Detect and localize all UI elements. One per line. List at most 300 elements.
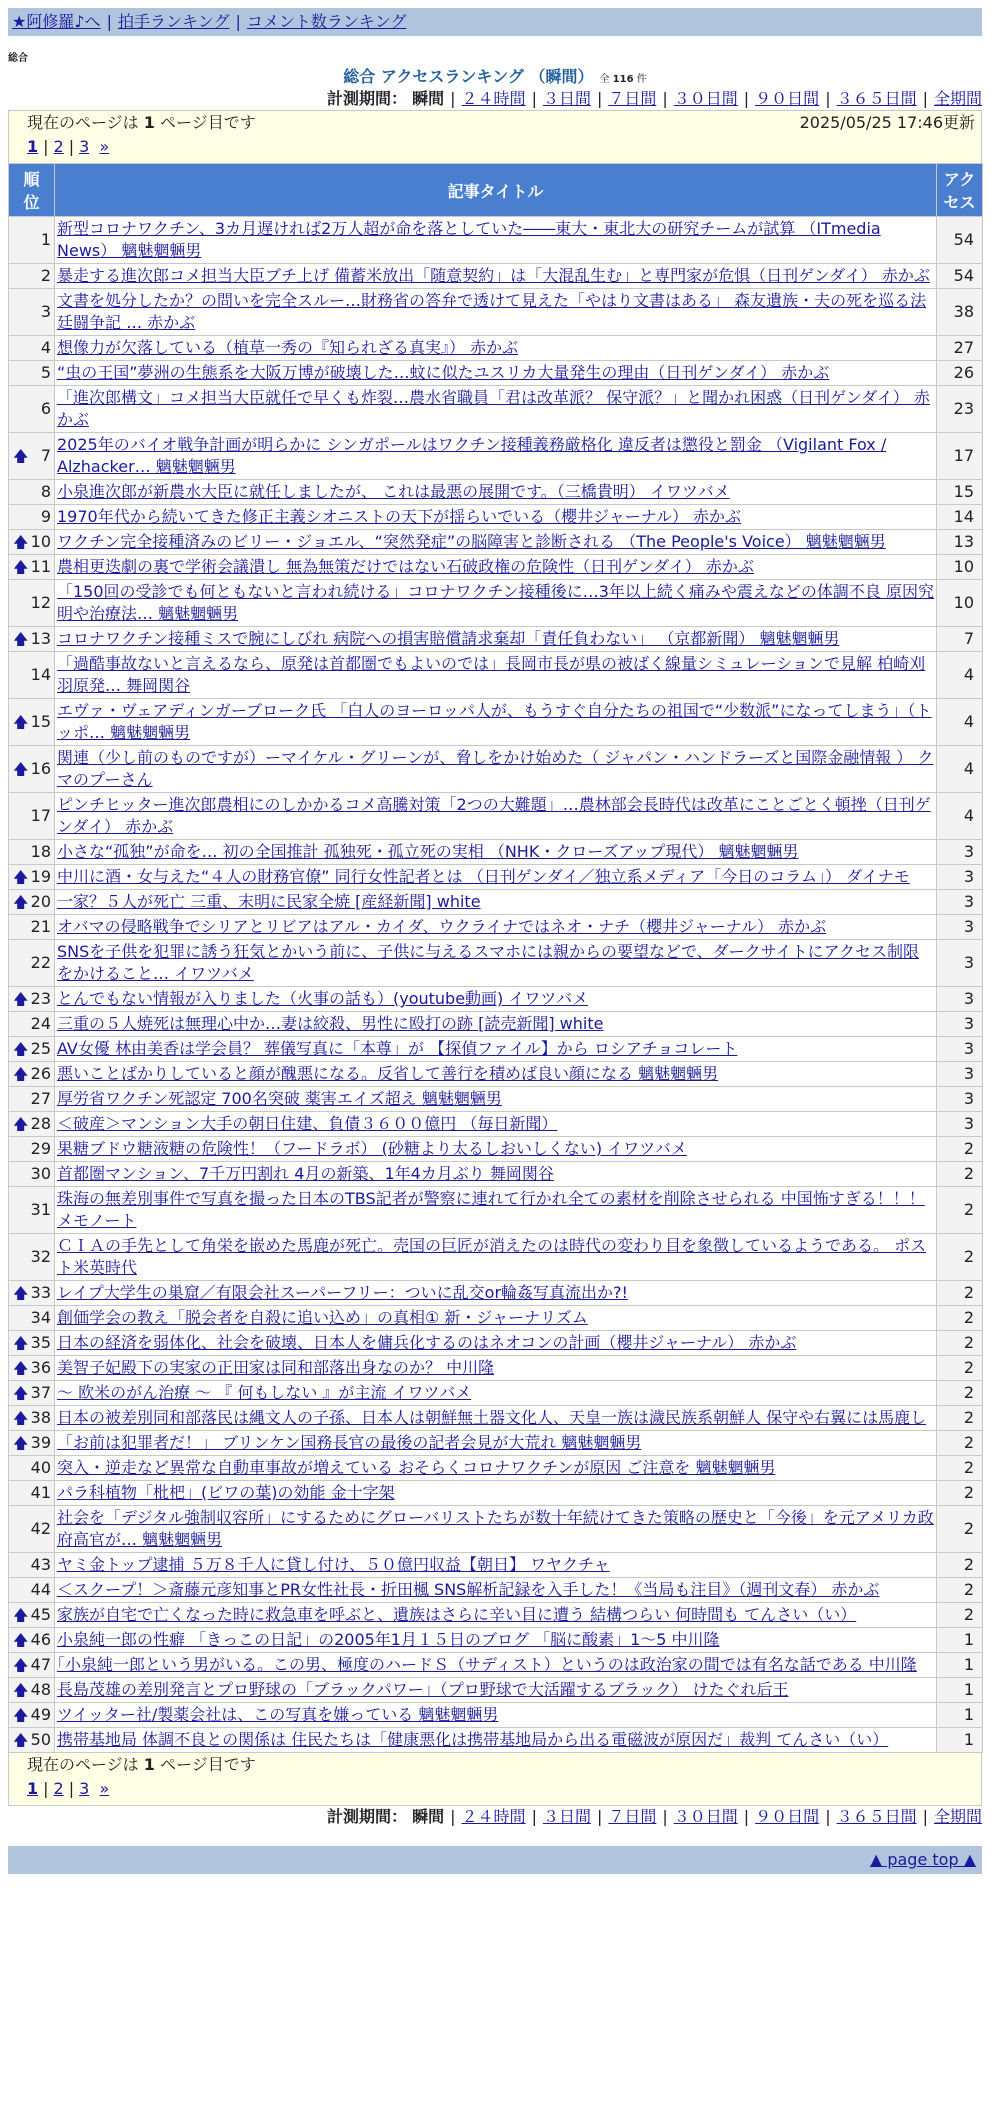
table-row <box>9 987 983 1012</box>
rank-cell <box>9 530 55 555</box>
title-cell <box>55 1187 937 1234</box>
title-cell <box>55 433 937 480</box>
article-title-link[interactable]: 創価学会の教え「脱会者を自殺に追い込め」の真相① 新・ジャーナリズム <box>57 1308 588 1327</box>
title-cell <box>55 627 937 652</box>
article-title-link[interactable]: 珠海の無差別事件で写真を撮った日本のTBS記者が警察に連れて行かれ全ての素材を削除させられる 中国怖すぎる！！！メモノート <box>57 1189 925 1230</box>
rank-cell <box>9 793 55 840</box>
page-top-link[interactable]: ▲ page top ▲ <box>869 1850 976 1869</box>
header-rank: 順位 <box>9 164 55 217</box>
access-count: 4 <box>937 699 983 746</box>
rank-cell <box>9 555 55 580</box>
rank-cell <box>9 1628 55 1653</box>
title-cell <box>55 386 937 433</box>
article-title-link[interactable]: 三重の５人焼死は無理心中か…妻は絞殺、男性に殴打の跡 [読売新聞] white <box>57 1014 604 1033</box>
access-count: 2 <box>937 1406 983 1431</box>
pager-current-page[interactable]: 1 <box>27 137 39 156</box>
pager-page-2[interactable]: 2 <box>53 137 64 156</box>
table-row <box>9 1578 983 1603</box>
rank-cell <box>9 1137 55 1162</box>
rank-up-arrow-icon: 🡅 <box>13 893 29 911</box>
rank-number: 10 <box>30 532 51 551</box>
rank-number: 17 <box>30 806 51 825</box>
pager-current-page[interactable]: 1 <box>27 1779 39 1798</box>
rank-number: 15 <box>30 712 51 731</box>
rank-cell <box>9 1281 55 1306</box>
access-count: 3 <box>937 1087 983 1112</box>
access-count: 1 <box>937 1653 983 1678</box>
table-row <box>9 1187 983 1234</box>
title-cell <box>55 1306 937 1331</box>
title-cell <box>55 840 937 865</box>
rank-up-arrow-icon: 🡅 <box>13 760 29 778</box>
access-count: 4 <box>937 652 983 699</box>
rank-cell <box>9 1728 55 1753</box>
article-title-link[interactable]: AV女優 林由美香は学会員？ 葬儀写真に「本尊」が 【探偵ファイル】から ロシアチョコレート <box>57 1039 738 1058</box>
ranking-table <box>8 163 983 1753</box>
rank-number: 5 <box>40 363 51 382</box>
rank-number: 26 <box>30 1064 51 1083</box>
page-info-box <box>8 110 982 163</box>
article-title-link[interactable]: 日本の経済を弱体化、社会を破壊、日本人を傭兵化するのはネオコンの計画（櫻井ジャーナル） 赤かぶ <box>57 1333 797 1352</box>
rank-up-arrow-icon: 🡅 <box>13 1409 29 1427</box>
article-title-link[interactable]: 長島茂雄の差別発言とプロ野球の「ブラックパワー」（プロ野球で大活躍するブラック） けたぐれ后王 <box>57 1680 789 1699</box>
article-title-link[interactable]: 一家？５人が死亡 三重、末明に民家全焼 [産経新聞] white <box>57 892 481 911</box>
pager-page-3[interactable]: 3 <box>79 1779 90 1798</box>
article-title-link[interactable]: 「150回の受診でも何ともないと言われ続ける」コロナワクチン接種後に…3年以上続く痛みや震えなどの体調不良 原因究明や治療法… 魑魅魍魎男 <box>57 582 935 623</box>
title-cell <box>55 793 937 840</box>
table-row <box>9 386 983 433</box>
article-title-link[interactable]: 想像力が欠落している（植草一秀の『知られざる真実』） 赤かぶ <box>57 338 519 357</box>
table-row <box>9 940 983 987</box>
rank-cell <box>9 1406 55 1431</box>
article-title-link[interactable]: 中川に酒・女与えた“４人の財務官僚” 同行女性記者とは （日刊ゲンダイ／独立系メディア「今日のコラム」） ダイナモ <box>57 867 910 886</box>
article-title-link[interactable]: 1970年代から続いてきた修正主義シオニストの天下が揺らいでいる（櫻井ジャーナル） 赤かぶ <box>57 507 742 526</box>
table-row <box>9 336 983 361</box>
table-row <box>9 530 983 555</box>
rank-cell <box>9 264 55 289</box>
pager-next[interactable]: » <box>99 137 110 156</box>
access-count: 14 <box>937 505 983 530</box>
rank-up-arrow-icon: 🡅 <box>13 1334 29 1352</box>
article-title-link[interactable]: 果糖ブドウ糖液糖の危険性！（フードラボ） (砂糖より太るしおいしくない) イワツバメ <box>57 1139 687 1158</box>
article-title-link[interactable]: 悪いことばかりしていると顔が醜悪になる。反省して善行を積めば良い顔になる 魑魅魍魎男 <box>57 1064 719 1083</box>
title-cell <box>55 1331 937 1356</box>
access-count: 3 <box>937 987 983 1012</box>
article-title-link[interactable]: ＜破産＞マンション大手の朝日住建、負債３６００億円 （毎日新聞） <box>57 1114 558 1133</box>
table-row <box>9 1628 983 1653</box>
period-link-all[interactable]: 全期間 <box>933 89 982 108</box>
article-title-link[interactable]: 社会を「デジタル強制収容所」にするためにグローバリストたちが数十年続けてきた策略の歴史と「今後」を元アメリカ政府高官が… 魑魅魍魎男 <box>57 1508 934 1549</box>
title-cell <box>55 1553 937 1578</box>
title-cell <box>55 1481 937 1506</box>
rank-number: 8 <box>40 482 51 501</box>
table-row <box>9 746 983 793</box>
rank-number: 29 <box>30 1139 51 1158</box>
access-count: 1 <box>937 1728 983 1753</box>
rank-number: 13 <box>30 629 51 648</box>
rank-number: 35 <box>30 1333 51 1352</box>
pager-bottom: 1 | 2 | 3 » <box>27 1779 110 1798</box>
rank-number: 48 <box>30 1680 51 1699</box>
pager-top: 1 | 2 | 3 » <box>27 137 110 156</box>
title-cell <box>55 1381 937 1406</box>
nav-link-asyura[interactable]: ★阿修羅♪へ <box>12 12 101 31</box>
rank-up-arrow-icon: 🡅 <box>13 533 29 551</box>
rank-cell <box>9 361 55 386</box>
access-count: 23 <box>937 386 983 433</box>
access-count: 2 <box>937 1456 983 1481</box>
rank-number: 7 <box>40 446 51 465</box>
title-cell <box>55 580 937 627</box>
rank-number: 18 <box>30 842 51 861</box>
rank-cell <box>9 1306 55 1331</box>
table-row <box>9 217 983 264</box>
article-title-link[interactable]: ワクチン完全接種済みのビリー・ジョエル、“突然発症”の脳障害と診断される （The People's Voice） 魑魅魍魎男 <box>57 532 886 551</box>
access-count: 2 <box>937 1137 983 1162</box>
title-cell <box>55 1678 937 1703</box>
period-link-24h[interactable]: ２４時間 <box>461 1807 526 1826</box>
rank-number: 28 <box>30 1114 51 1133</box>
article-title-link[interactable]: 「お前は犯罪者だ！」 ブリンケン国務長官の最後の記者会見が大荒れ 魑魅魍魎男 <box>57 1433 642 1452</box>
period-link-365d[interactable]: ３６５日間 <box>836 89 917 108</box>
rank-number: 23 <box>30 989 51 1008</box>
access-count: 3 <box>937 840 983 865</box>
rank-number: 43 <box>30 1555 51 1574</box>
period-link-30d[interactable]: ３０日間 <box>673 89 738 108</box>
rank-number: 37 <box>30 1383 51 1402</box>
rank-cell <box>9 1112 55 1137</box>
table-row <box>9 1456 983 1481</box>
access-count: 26 <box>937 361 983 386</box>
title-cell <box>55 555 937 580</box>
table-row <box>9 1012 983 1037</box>
rank-cell <box>9 940 55 987</box>
period-link-90d[interactable]: ９０日間 <box>755 89 820 108</box>
table-row <box>9 1234 983 1281</box>
rank-cell <box>9 433 55 480</box>
rank-up-arrow-icon: 🡅 <box>13 558 29 576</box>
title-cell <box>55 1431 937 1456</box>
table-row <box>9 264 983 289</box>
access-count: 54 <box>937 217 983 264</box>
period-current: 瞬間 <box>412 89 445 108</box>
title-cell <box>55 1037 937 1062</box>
access-count: 38 <box>937 289 983 336</box>
nav-link-comment-ranking[interactable]: コメント数ランキング <box>246 12 407 31</box>
period-link-365d[interactable]: ３６５日間 <box>836 1807 917 1826</box>
article-title-link[interactable]: ＣＩＡの手先として角栄を嵌めた馬鹿が死亡。売国の巨匠が消えたのは時代の変わり目を象徴しているようである。 ポスト米英時代 <box>57 1236 927 1277</box>
article-title-link[interactable]: 携帯基地局 体調不良との関係は 住民たちは「健康悪化は携帯基地局から出る電磁波が原因だ」裁判 てんさい（い） <box>57 1730 889 1749</box>
rank-cell <box>9 1331 55 1356</box>
article-title-link[interactable]: 2025年のバイオ戦争計画が明らかに シンガポールはワクチン接種義務厳格化 違反者は懲役と罰金 （Vigilant Fox / Alzhacker… 魑魅魍魎男 <box>57 435 887 476</box>
rank-number: 14 <box>30 665 51 684</box>
rank-cell <box>9 1456 55 1481</box>
rank-cell <box>9 915 55 940</box>
rank-cell <box>9 840 55 865</box>
rank-number: 16 <box>30 759 51 778</box>
period-link-30d[interactable]: ３０日間 <box>673 1807 738 1826</box>
article-title-link[interactable]: ヤミ金トップ逮捕 ５万８千人に貸し付け、５０億円収益【朝日】 ワヤクチャ <box>57 1555 610 1574</box>
article-title-link[interactable]: 日本の被差別同和部落民は縄文人の子孫、日本人は朝鮮無土器文化人、天皇一族は濊民族系朝鮮人 保守や右翼には馬鹿し <box>57 1408 927 1427</box>
title-cell <box>55 890 937 915</box>
table-row <box>9 865 983 890</box>
rank-number: 46 <box>30 1630 51 1649</box>
pager-page-3[interactable]: 3 <box>79 137 90 156</box>
table-row <box>9 1381 983 1406</box>
rank-cell <box>9 1703 55 1728</box>
title-cell <box>55 1506 937 1553</box>
period-link-7d[interactable]: ７日間 <box>608 89 657 108</box>
rank-number: 9 <box>40 507 51 526</box>
title-cell <box>55 1603 937 1628</box>
rank-number: 39 <box>30 1433 51 1452</box>
access-count: 3 <box>937 890 983 915</box>
table-row <box>9 1162 983 1187</box>
access-count: 2 <box>937 1603 983 1628</box>
rank-number: 34 <box>30 1308 51 1327</box>
rank-up-arrow-icon: 🡅 <box>13 1681 29 1699</box>
period-label: 計測期間： <box>327 89 408 108</box>
table-row <box>9 1506 983 1553</box>
article-title-link[interactable]: 首都圏マンション、7千万円割れ 4月の新築、1年4カ月ぶり 舞岡関谷 <box>57 1164 554 1183</box>
article-title-link[interactable]: 小泉純一郎の性癖 「きっこの日記」の2005年1月１５日のブログ 「脳に酸素」1～5 中川隆 <box>57 1630 720 1649</box>
article-title-link[interactable]: とんでもない情報が入りました（火事の話も）(youtube動画) イワツバメ <box>57 989 589 1008</box>
access-count: 2 <box>937 1578 983 1603</box>
rank-cell <box>9 1553 55 1578</box>
rank-up-arrow-icon: 🡅 <box>13 713 29 731</box>
title-cell <box>55 1281 937 1306</box>
access-count: 10 <box>937 555 983 580</box>
pager-next[interactable]: » <box>99 1779 110 1798</box>
period-link-3d[interactable]: ３日間 <box>542 1807 591 1826</box>
rank-number: 2 <box>40 266 51 285</box>
title-cell <box>55 1137 937 1162</box>
article-title-link[interactable]: ｢小泉純一郎という男がいる。この男、極度のハードＳ（サディスト）というのは政治家の間では有名な話である 中川隆 <box>57 1655 917 1674</box>
article-title-link[interactable]: エヴァ・ヴェアディンガーブローク氏 「白人のヨーロッパ人が、もうすぐ自分たちの祖国で“少数派”になってしまう」（トッポ… 魑魅魍魎男 <box>57 701 932 742</box>
rank-up-arrow-icon: 🡅 <box>13 990 29 1008</box>
table-row <box>9 1112 983 1137</box>
table-row <box>9 1481 983 1506</box>
rank-number: 11 <box>30 557 51 576</box>
rank-cell <box>9 1678 55 1703</box>
rank-up-arrow-icon: 🡅 <box>13 1284 29 1302</box>
article-title-link[interactable]: 暴走する進次郎コメ担当大臣ブチ上げ 備蓄米放出「随意契約」は「大混乱生む」と専門家が危惧（日刊ゲンダイ） 赤かぶ <box>57 266 930 285</box>
rank-cell <box>9 1481 55 1506</box>
access-count: 17 <box>937 433 983 480</box>
rank-cell <box>9 505 55 530</box>
nav-link-applause-ranking[interactable]: 拍手ランキング <box>117 12 230 31</box>
table-row <box>9 1331 983 1356</box>
table-row <box>9 433 983 480</box>
rank-number: 12 <box>30 593 51 612</box>
rank-up-arrow-icon: 🡅 <box>13 1359 29 1377</box>
article-title-link[interactable]: コロナワクチン接種ミスで腕にしびれ 病院への損害賠償請求棄却「責任負わない」 （京都新聞） 魑魅魍魎男 <box>57 629 840 648</box>
article-title-link[interactable]: 「進次郎構文」コメ担当大臣就任で早くも炸裂…農水省職員「君は改革派？ 保守派？」と聞かれ困惑（日刊ゲンダイ） 赤かぶ <box>57 388 930 429</box>
access-count: 7 <box>937 627 983 652</box>
rank-up-arrow-icon: 🡅 <box>13 1706 29 1724</box>
updated-timestamp: 2025/05/25 17:46更新 <box>799 113 975 132</box>
access-count: 4 <box>937 793 983 840</box>
rank-cell <box>9 1187 55 1234</box>
article-title-link[interactable]: 文書を処分したか？の問いを完全スルー…財務省の答弁で透けて見えた「やはり文書はある」 森友遺族・夫の死を巡る法廷闘争記 … 赤かぶ <box>57 291 927 332</box>
access-count: 54 <box>937 264 983 289</box>
table-row <box>9 840 983 865</box>
nav-separator: | <box>106 12 112 31</box>
table-row <box>9 1037 983 1062</box>
rank-cell <box>9 386 55 433</box>
title-cell <box>55 652 937 699</box>
table-row <box>9 1703 983 1728</box>
rank-number: 49 <box>30 1705 51 1724</box>
title-cell <box>55 699 937 746</box>
page-info-box-bottom <box>8 1753 982 1806</box>
access-count: 3 <box>937 1012 983 1037</box>
access-count: 1 <box>937 1678 983 1703</box>
article-title-link[interactable]: ＜スクープ！＞斎藤元彦知事とPR女性社長・折田楓 SNS解析記録を入手した！《当局も注目》（週刊文春） 赤かぶ <box>57 1580 880 1599</box>
table-row <box>9 1406 983 1431</box>
table-row <box>9 580 983 627</box>
rank-cell <box>9 1603 55 1628</box>
access-count: 3 <box>937 865 983 890</box>
article-title-link[interactable]: 農相更迭劇の裏で学術会議潰し 無為無策だけではない石破政権の危険性（日刊ゲンダイ） 赤かぶ <box>57 557 754 576</box>
title-cell <box>55 1456 937 1481</box>
rank-number: 47 <box>30 1655 51 1674</box>
access-count: 3 <box>937 1112 983 1137</box>
access-count: 2 <box>937 1234 983 1281</box>
rank-cell <box>9 1162 55 1187</box>
access-count: 2 <box>937 1506 983 1553</box>
article-title-link[interactable]: パラ科植物「枇杷」(ビワの葉)の効能 金十字架 <box>57 1483 395 1502</box>
access-count: 2 <box>937 1331 983 1356</box>
access-count: 15 <box>937 480 983 505</box>
table-row <box>9 1062 983 1087</box>
article-title-link[interactable]: 家族が自宅で亡くなった時に救急車を呼ぶと、遺族はさらに辛い目に遭う 結構つらい 何時間も てんさい（い） <box>57 1605 857 1624</box>
rank-number: 22 <box>30 953 51 972</box>
table-row <box>9 289 983 336</box>
rank-up-arrow-icon: 🡅 <box>13 1065 29 1083</box>
table-row <box>9 1306 983 1331</box>
rank-number: 4 <box>40 338 51 357</box>
access-count: 2 <box>937 1431 983 1456</box>
header-title: 記事タイトル <box>55 164 937 217</box>
rank-cell <box>9 890 55 915</box>
title-cell <box>55 1653 937 1678</box>
article-title-link[interactable]: 厚労省ワクチン死認定 700名突破 薬害エイズ超え 魑魅魍魎男 <box>57 1089 502 1108</box>
rank-number: 24 <box>30 1014 51 1033</box>
article-title-link[interactable]: 美智子妃殿下の実家の正田家は同和部落出身なのか？ 中川隆 <box>57 1358 495 1377</box>
table-row <box>9 1653 983 1678</box>
rank-cell <box>9 580 55 627</box>
access-count: 2 <box>937 1306 983 1331</box>
category-label: 総合 <box>8 53 28 64</box>
article-title-link[interactable]: 小泉進次郎が新農水大臣に就任しましたが、 これは最悪の展開です。（三橋貴明） イワツバメ <box>57 482 730 501</box>
rank-number: 21 <box>30 917 51 936</box>
rank-cell <box>9 289 55 336</box>
title-cell <box>55 361 937 386</box>
rank-cell <box>9 627 55 652</box>
ranking-table-body <box>9 217 983 1753</box>
rank-cell <box>9 336 55 361</box>
table-row <box>9 480 983 505</box>
title-cell <box>55 1728 937 1753</box>
access-count: 27 <box>937 336 983 361</box>
period-link-24h[interactable]: ２４時間 <box>461 89 526 108</box>
table-row <box>9 361 983 386</box>
rank-number: 31 <box>30 1200 51 1219</box>
article-title-link[interactable]: 「過酷事故ないと言えるなら、原発は首都圏でもよいのでは」長岡市長が県の被ばく線量シミュレーションで見解 柏崎刈羽原発… 舞岡関谷 <box>57 654 926 695</box>
period-link-90d[interactable]: ９０日間 <box>755 1807 820 1826</box>
rank-cell <box>9 480 55 505</box>
rank-cell <box>9 1356 55 1381</box>
table-header-row <box>9 164 983 217</box>
nav-separator: | <box>235 12 241 31</box>
period-link-all[interactable]: 全期間 <box>933 1807 982 1826</box>
table-row <box>9 1087 983 1112</box>
rank-number: 40 <box>30 1458 51 1477</box>
rank-cell <box>9 1012 55 1037</box>
article-count: 全 116 件 <box>599 74 647 85</box>
article-title-link[interactable]: ～ 欧米のがん治療 ～ 『 何もしない 』が主流 イワツバメ <box>57 1383 472 1402</box>
article-title-link[interactable]: 小さな“孤独”が命を… 初の全国推計 孤独死・孤立死の実相 （NHK・クローズアップ現代） 魑魅魍魎男 <box>57 842 799 861</box>
rank-cell <box>9 1578 55 1603</box>
current-page-text: 現在のページは 1 ページ目です <box>27 113 256 132</box>
access-count: 2 <box>937 1553 983 1578</box>
article-title-link[interactable]: ピンチヒッター進次郎農相にのしかかるコメ高騰対策「2つの大難題」…農林部会長時代は改革にことごとく頓挫（日刊ゲンダイ） 赤かぶ <box>57 795 931 836</box>
title-cell <box>55 1406 937 1431</box>
article-title-link[interactable]: 関連（少し前のものですが）ーマイケル・グリーンが、脅しをかけ始めた（ ジャパン・ハンドラーズと国際金融情報 ） クマのプーさん <box>57 748 934 789</box>
article-title-link[interactable]: オバマの侵略戦争でシリアとリビアはアル・カイダ、ウクライナではネオ・ナチ（櫻井ジャーナル） 赤かぶ <box>57 917 827 936</box>
article-title-link[interactable]: 突入・逆走など異常な自動車事故が増えている おそらくコロナワクチンが原因 ご注意を 魑魅魍魎男 <box>57 1458 776 1477</box>
article-title-link[interactable]: 新型コロナワクチン、3カ月遅ければ2万人超が命を落としていた――東大・東北大の研究チームが試算 （ITmedia News） 魑魅魍魎男 <box>57 219 881 260</box>
article-title-link[interactable]: “虫の王国”夢洲の生態系を大阪万博が破壊した…蚊に似たユスリカ大量発生の理由（日刊ゲンダイ） 赤かぶ <box>57 363 830 382</box>
title-cell <box>55 1234 937 1281</box>
title-cell <box>55 1703 937 1728</box>
rank-up-arrow-icon: 🡅 <box>13 1434 29 1452</box>
header-access: アクセス <box>937 164 983 217</box>
period-link-3d[interactable]: ３日間 <box>542 89 591 108</box>
rank-number: 25 <box>30 1039 51 1058</box>
access-count: 2 <box>937 1356 983 1381</box>
table-row <box>9 793 983 840</box>
table-row <box>9 1553 983 1578</box>
article-title-link[interactable]: SNSを子供を犯罪に誘う狂気とかいう前に、子供に与えるスマホには親からの要望などで、ダークサイトにアクセス制限をかけること… イワツバメ <box>57 942 920 983</box>
access-count: 4 <box>937 746 983 793</box>
pager-page-2[interactable]: 2 <box>53 1779 64 1798</box>
table-row <box>9 627 983 652</box>
access-count: 13 <box>937 530 983 555</box>
rank-cell <box>9 1653 55 1678</box>
title-cell <box>55 1162 937 1187</box>
title-cell <box>55 217 937 264</box>
rank-number: 6 <box>40 399 51 418</box>
access-count: 2 <box>937 1481 983 1506</box>
article-title-link[interactable]: ツイッター社/製薬会社は、この写真を嫌っている 魑魅魍魎男 <box>57 1705 499 1724</box>
article-title-link[interactable]: レイプ大学生の巣窟／有限会社スーパーフリー：ついに乱交or輪姦写真流出か?! <box>57 1283 628 1302</box>
title-cell <box>55 1012 937 1037</box>
access-count: 3 <box>937 1062 983 1087</box>
rank-number: 19 <box>30 867 51 886</box>
title-cell <box>55 915 937 940</box>
bottom-bar <box>8 1846 982 1874</box>
table-row <box>9 1356 983 1381</box>
rank-number: 36 <box>30 1358 51 1377</box>
rank-number: 42 <box>30 1519 51 1538</box>
rank-cell <box>9 699 55 746</box>
title-cell <box>55 1112 937 1137</box>
rank-up-arrow-icon: 🡅 <box>13 447 29 465</box>
table-row <box>9 890 983 915</box>
period-link-7d[interactable]: ７日間 <box>608 1807 657 1826</box>
